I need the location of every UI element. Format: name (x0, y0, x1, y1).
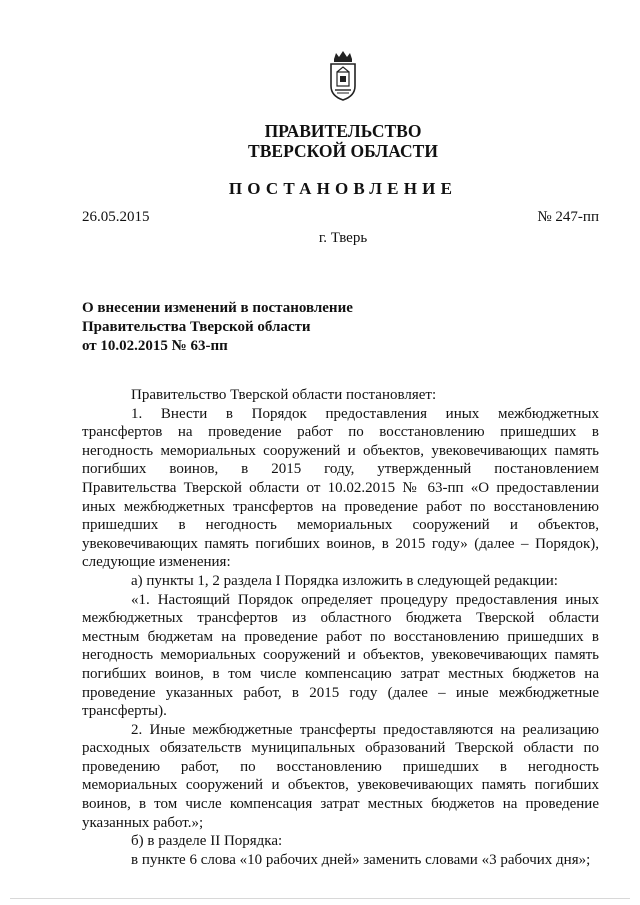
body-line: Правительства Тверской области от 10.02.2015 № 63-пп «О предоставлении (82, 479, 599, 496)
body-line: трансферты). (82, 703, 167, 720)
body-line: негодность мемориальных сооружений и объектов, увековечивающих память (82, 442, 599, 459)
body-line: а) пункты 1, 2 раздела I Порядка изложить в следующей редакции: (131, 572, 558, 589)
body-line: негодность мемориальных сооружений и объектов, увековечивающих память (82, 647, 599, 664)
body-line: 2. Иные межбюджетные трансферты предоставляются на реализацию (131, 721, 599, 738)
subject-line: Правительства Тверской области (82, 319, 311, 335)
document-number: № 247-пп (537, 209, 599, 225)
body-line: погибших воинов, в 2015 году, утвержденный постановлением (82, 461, 599, 478)
document-city: г. Тверь (318, 230, 368, 246)
body-line: следующие изменения: (82, 554, 231, 571)
body-line: в пункте 6 слова «10 рабочих дней» заменить словами «3 рабочих дня»; (131, 851, 591, 868)
body-line: воинов, в том числе компенсация затрат местных бюджетов на проведение (82, 796, 599, 813)
body-line: расходных обязательств муниципальных образований Тверской области по (82, 740, 599, 757)
body-line: пришедших в негодность мемориальных сооружений и объектов, (82, 517, 599, 534)
body-line: проведению работ, по восстановлению пришедших в негодность (82, 758, 599, 775)
body-line: межбюджетных трансфертов из областного бюджета Тверской области (82, 610, 599, 627)
body-line: иных межбюджетных трансфертов на проведение работ по восстановлению (82, 498, 599, 515)
document-date: 26.05.2015 (82, 209, 150, 225)
subject-line: О внесении изменений в постановление (82, 300, 353, 316)
body-line: б) в разделе II Порядка: (131, 833, 283, 850)
government-title-line2: ТВЕРСКОЙ ОБЛАСТИ (248, 141, 438, 161)
tver-coat-of-arms-icon (329, 50, 357, 104)
government-title-line1: ПРАВИТЕЛЬСТВО (264, 121, 422, 141)
body-line: местным бюджетам на проведение работ по восстановлению пришедших в (82, 628, 599, 645)
body-line: мемориальных сооружений и объектов, увековечивающих память погибших (82, 777, 599, 794)
subject-line: от 10.02.2015 № 63-пп (82, 338, 228, 354)
scan-edge-divider (10, 898, 630, 899)
document-body (82, 386, 599, 869)
body-line: указанных работ.»; (82, 814, 204, 831)
body-line: погибших воинов, в том числе компенсацию затрат местных бюджетов на (82, 665, 599, 682)
body-line: увековечивающих память погибших воинов, в 2015 году» (далее – Порядок), (82, 535, 599, 552)
body-line: проведение указанных работ, в 2015 году (далее – иные межбюджетные (82, 684, 599, 701)
document-subject (82, 299, 402, 356)
government-title (0, 121, 640, 161)
body-line: Правительство Тверской области постановляет: (131, 387, 437, 403)
document-type-heading: ПОСТАНОВЛЕНИЕ (228, 179, 458, 198)
body-line: «1. Настоящий Порядок определяет процедуру предоставления иных (131, 591, 599, 608)
body-line: трансфертов на проведение работ по восстановлению пришедших в (82, 424, 599, 441)
body-line: 1. Внести в Порядок предоставления иных межбюджетных (131, 405, 599, 422)
